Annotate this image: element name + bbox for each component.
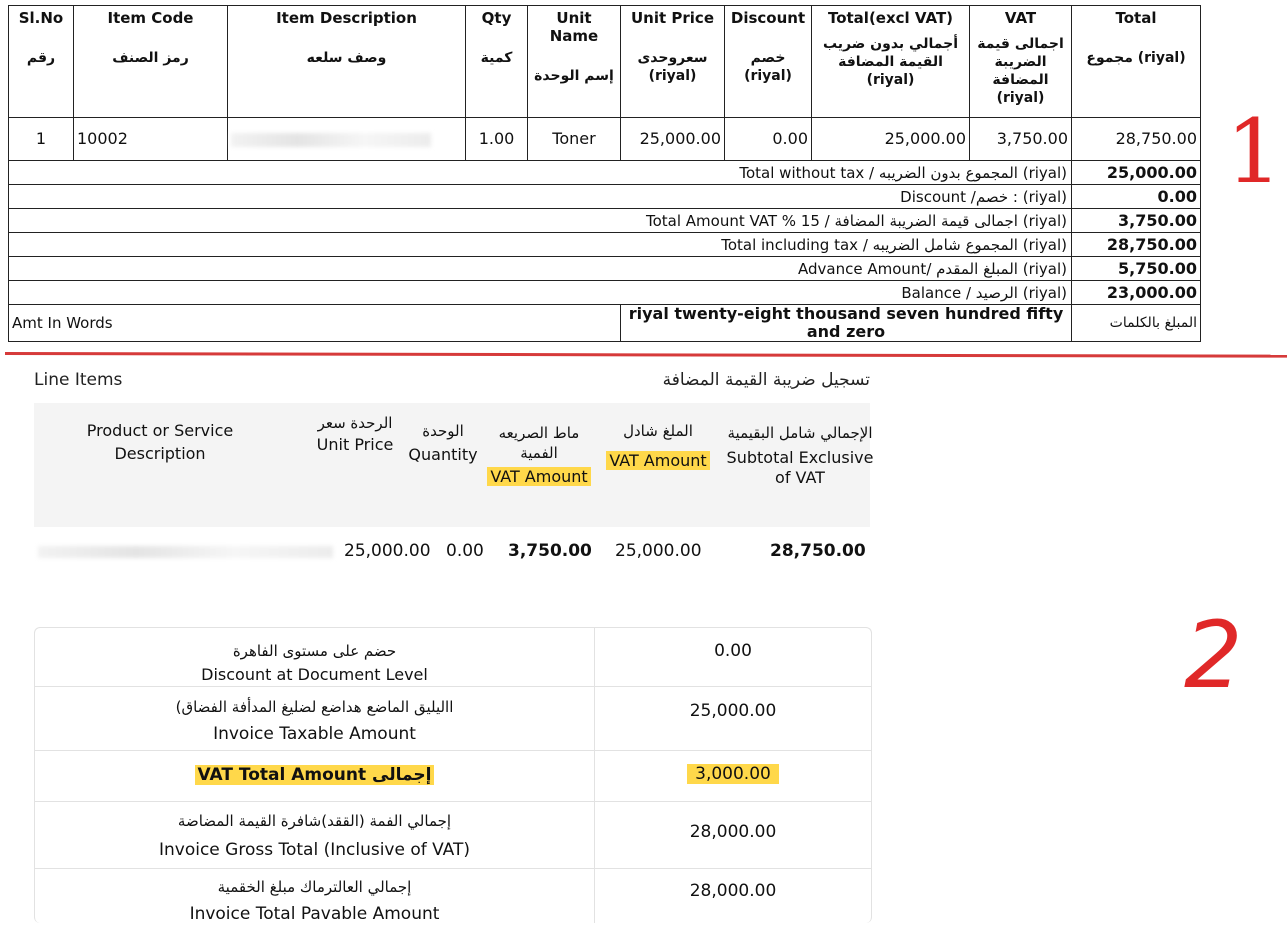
- summary-value: 5,750.00: [1072, 257, 1201, 281]
- summary-value: 23,000.00: [1072, 281, 1201, 305]
- row-quantity: 0.00: [446, 541, 484, 561]
- vat-total-value: 3,000.00: [595, 764, 871, 784]
- row-divider: [35, 868, 871, 869]
- summary-row: [9, 185, 1201, 209]
- annotation-mark-1: 1: [1226, 100, 1282, 203]
- item-discount: 0.00: [725, 118, 812, 161]
- header-vat-rate: ماط الصريعه الفمية VAT Amount: [486, 423, 592, 488]
- header-vat-amount: الملغ شادل VAT Amount: [600, 420, 716, 472]
- header-total-excl-vat: Total(excl VAT) أجمالي بدون ضريب القيمة المضافة (riyal): [812, 6, 970, 118]
- gross-total-value: 28,000.00: [689, 822, 777, 842]
- totals-panel: [34, 627, 872, 923]
- redacted-description: [231, 133, 431, 147]
- summary-label: Advance Amount/ المبلغ المقدم (riyal): [9, 257, 1072, 281]
- redacted-product-name: [38, 546, 333, 558]
- row-unit-price: 25,000.00: [344, 541, 431, 561]
- summary-value: 0.00: [1072, 185, 1201, 209]
- line-items-title-arabic: تسجيل ضريبة القيمة المضافة: [662, 370, 870, 390]
- summary-row: [9, 209, 1201, 233]
- header-unit-price: Unit Price سعروحدى (riyal): [621, 6, 725, 118]
- summary-label: Total without tax / المجموع بدون الضريبه (riyal): [9, 161, 1072, 185]
- summary-row: [9, 281, 1201, 305]
- header-qty: Qty كمية: [466, 6, 528, 118]
- gross-total-label: إجمالي الفمة (الققد)شافرة القيمة المضاضة Invoice Gross Total (Inclusive of VAT): [158, 812, 471, 860]
- summary-label: Balance / الرصيد (riyal): [9, 281, 1072, 305]
- header-product-description: Product or Service Description: [86, 421, 234, 463]
- invoice-header-row: [9, 6, 1201, 118]
- summary-value: 25,000.00: [1072, 161, 1201, 185]
- section-divider: [5, 352, 1287, 358]
- table-row: [9, 118, 1201, 161]
- row-vat-rate: 3,750.00: [508, 541, 592, 561]
- total-discount-value: 0.00: [714, 641, 752, 661]
- taxable-amount-value: 25,000.00: [689, 701, 777, 721]
- summary-row: [9, 161, 1201, 185]
- header-total: Total مجموع (riyal): [1072, 6, 1201, 118]
- header-unit-price-2: الرحدة سعر Unit Price: [316, 414, 394, 454]
- amount-in-words-label: Amt In Words: [9, 305, 621, 342]
- amount-in-words-value: riyal twenty-eight thousand seven hundred fifty and zero: [621, 305, 1072, 342]
- invoice-table: [8, 5, 1201, 342]
- summary-label: Total Amount VAT % 15 / اجمالى قيمة الضريبة المضافة (riyal): [9, 209, 1072, 233]
- summary-value: 3,750.00: [1072, 209, 1201, 233]
- header-item-description: Item Description وصف سلعه: [228, 6, 466, 118]
- item-sl-no: 1: [9, 118, 74, 161]
- header-item-code: Item Code رمز الصنف: [74, 6, 228, 118]
- row-divider: [35, 750, 871, 751]
- header-discount: Discount خصم (riyal): [725, 6, 812, 118]
- item-total-excl-vat: 25,000.00: [812, 118, 970, 161]
- header-vat: VAT اجمالى قيمة الضريبة المضافة (riyal): [970, 6, 1072, 118]
- row-divider: [35, 801, 871, 802]
- header-sl-no: Sl.No رقم: [9, 6, 74, 118]
- amount-in-words-row: [9, 305, 1201, 342]
- header-quantity-2: الوحدة Quantity: [408, 422, 478, 464]
- item-unit-name: Toner: [528, 118, 621, 161]
- header-subtotal: الإجمالي شامل البقيمية Subtotal Exclusive of VAT: [726, 424, 874, 487]
- total-discount-label: حضم على مستوى الفاهرة Discount at Document Level: [201, 642, 428, 684]
- taxable-amount-label: (االيليق الماضع هداضع لضليغ المدأفة الفضاق Invoice Taxable Amount: [175, 698, 454, 744]
- summary-label: Discount /خصم : (riyal): [9, 185, 1072, 209]
- summary-row: [9, 257, 1201, 281]
- item-total: 28,750.00: [1072, 118, 1201, 161]
- summary-row: [9, 233, 1201, 257]
- item-vat: 3,750.00: [970, 118, 1072, 161]
- item-code: 10002: [74, 118, 228, 161]
- summary-value: 28,750.00: [1072, 233, 1201, 257]
- item-qty: 1.00: [466, 118, 528, 161]
- vat-total-label: VAT Total Amount إجمالى: [35, 764, 594, 787]
- amount-in-words-arabic: المبلغ بالكلمات: [1072, 305, 1201, 342]
- summary-label: Total including tax / المجموع شامل الضريبه (riyal): [9, 233, 1072, 257]
- payable-amount-label: إجمالي العالترماك مبلغ الخقمية Invoice Total Pavable Amount: [189, 878, 440, 924]
- item-unit-price: 25,000.00: [621, 118, 725, 161]
- item-description: [228, 118, 466, 161]
- payable-amount-value: 28,000.00: [689, 881, 777, 901]
- line-items-title: Line Items: [34, 370, 123, 390]
- row-subtotal: 28,750.00: [770, 541, 866, 561]
- annotation-mark-2: 2: [1184, 602, 1243, 709]
- row-vat-amount: 25,000.00: [615, 541, 702, 561]
- header-unit-name: Unit Name إسم الوحدة: [528, 6, 621, 118]
